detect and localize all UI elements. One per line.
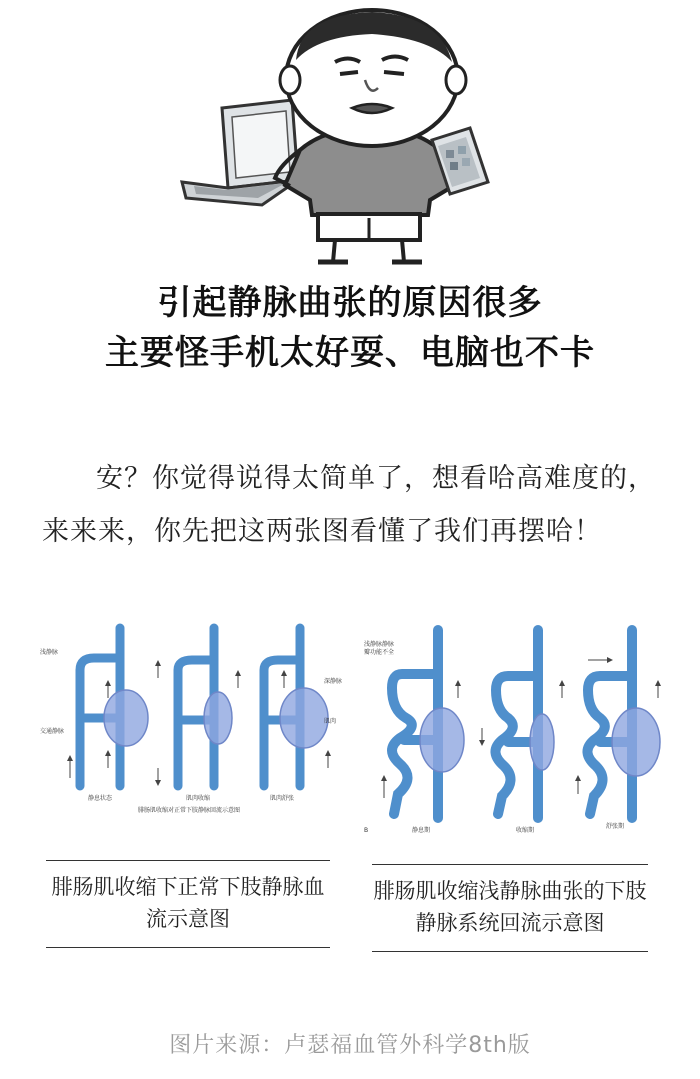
- figure-right-caption: 腓肠肌收缩浅静脉曲张的下肢静脉系统回流示意图: [372, 864, 648, 952]
- meme-illustration: [0, 0, 700, 270]
- cartoon-person: [275, 10, 466, 262]
- label-valve-note-2: 瓣功能不全: [364, 649, 395, 656]
- label-state-rest-r: 静息期: [412, 827, 431, 834]
- meme-caption-line2: 主要怪手机太好耍、电脑也不卡: [105, 333, 595, 373]
- label-panel-letter: B: [364, 827, 369, 834]
- varicose-flow-diagram: [362, 618, 662, 840]
- label-state-rest: 静息状态: [88, 795, 113, 802]
- label-state-relax-r: 舒张期: [606, 823, 625, 830]
- image-source: 图片来源：卢瑟福血管外科学8th版: [169, 1033, 531, 1058]
- body-paragraph: 安？你觉得说得太简单了，想看哈高难度的，来来来，你先把这两张图看懂了我们再摆哈！: [42, 463, 656, 547]
- label-state-contract-r: 收缩期: [516, 827, 535, 834]
- label-subtitle: 腓肠肌收缩对正常下肢静脉回流示意图: [138, 807, 241, 814]
- figure-normal-venous-flow: [38, 618, 350, 818]
- label-state-relax: 肌肉舒张: [270, 795, 295, 802]
- meme-caption-line1: 引起静脉曲张的原因很多: [157, 283, 543, 323]
- label-communicating: 交通静脉: [40, 728, 65, 735]
- figure-left-caption: 腓肠肌收缩下正常下肢静脉血流示意图: [46, 860, 330, 948]
- label-superficial: 浅静脉: [40, 649, 59, 656]
- label-deep: 深静脉: [324, 678, 343, 685]
- label-valve-note-1: 浅静脉静脉: [364, 641, 395, 648]
- laptop-icon: [182, 100, 298, 205]
- figure-varicose-venous-flow: [362, 618, 662, 840]
- meme-image: [0, 0, 700, 400]
- label-muscle: 肌肉: [324, 718, 337, 725]
- label-state-contract: 肌肉收缩: [186, 795, 211, 802]
- normal-flow-diagram: [38, 618, 350, 818]
